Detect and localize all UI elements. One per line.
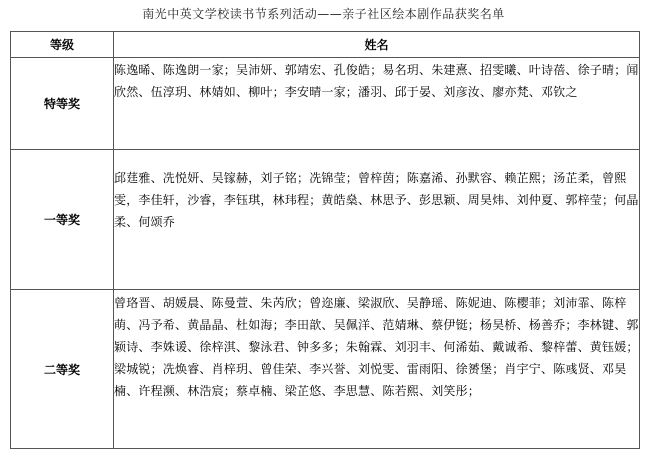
awards-table [10,31,640,449]
winner-names-cell: 陈逸晞、陈逸朗一家；吴沛妍、郭靖宏、孔俊皓；易名玥、朱建熹、招雯曦、叶诗蓓、徐子晴；闻欣然、伍淳玥、林婧如、柳叶；李安晴一家；潘羽、邱于晏、刘彦汝、廖亦梵、邓钦之 [114,58,640,150]
winner-names-cell: 曾珞晋、胡媛晨、陈曼萱、朱芮欣；曾迩廉、梁淑欣、吴静瑶、陈妮迪、陈樱菲；刘沛霏、陈梓萌、冯予希、黄晶晶、杜如海；李田歆、吴佩洋、范婧琳、蔡伊铤；杨昊桥、杨善乔；李林键、郭颖诗、李姝谖、徐梓淇、黎泳君、钟多多；朱翰霖、刘羽丰、何浠茹、戴诚希、黎梓蕾、黄钰媛；梁城锐；冼焕睿、肖梓玥、曾佳荣、李兴誉、刘悦雯、雷雨阳、徐赟堡；肖宇宁、陈彧贤、邓昊楠、许程濒、林浩宸；蔡卓楠、梁芷悠、李思慧、陈若熙、刘笑彤； [114,290,640,449]
header-names: 姓名 [114,32,640,58]
table-row-special-prize [11,58,640,150]
winner-names-cell: 邱莛雅、冼悦妍、吴镓赫，刘子铭；冼锦莹；曾梓茵；陈嘉浠、孙默容、赖芷熙；汤芷柔，曾熙雯，李佳轩，沙睿，李钰琪，林玮程；黄皓燊、林思予、彭思颖、周昊炜、刘仲夏、郭梓莹；何晶柔、何颂乔 [114,150,640,290]
table-header-row [11,32,640,58]
award-level-cell: 一等奖 [11,150,114,290]
table-row-second-prize [11,290,640,449]
award-level-cell: 二等奖 [11,290,114,449]
document-title: 南光中英文学校读书节系列活动——亲子社区绘本剧作品获奖名单 [142,7,505,21]
award-level-cell: 特等奖 [11,58,114,150]
header-level: 等级 [11,32,114,58]
table-row-first-prize [11,150,640,290]
